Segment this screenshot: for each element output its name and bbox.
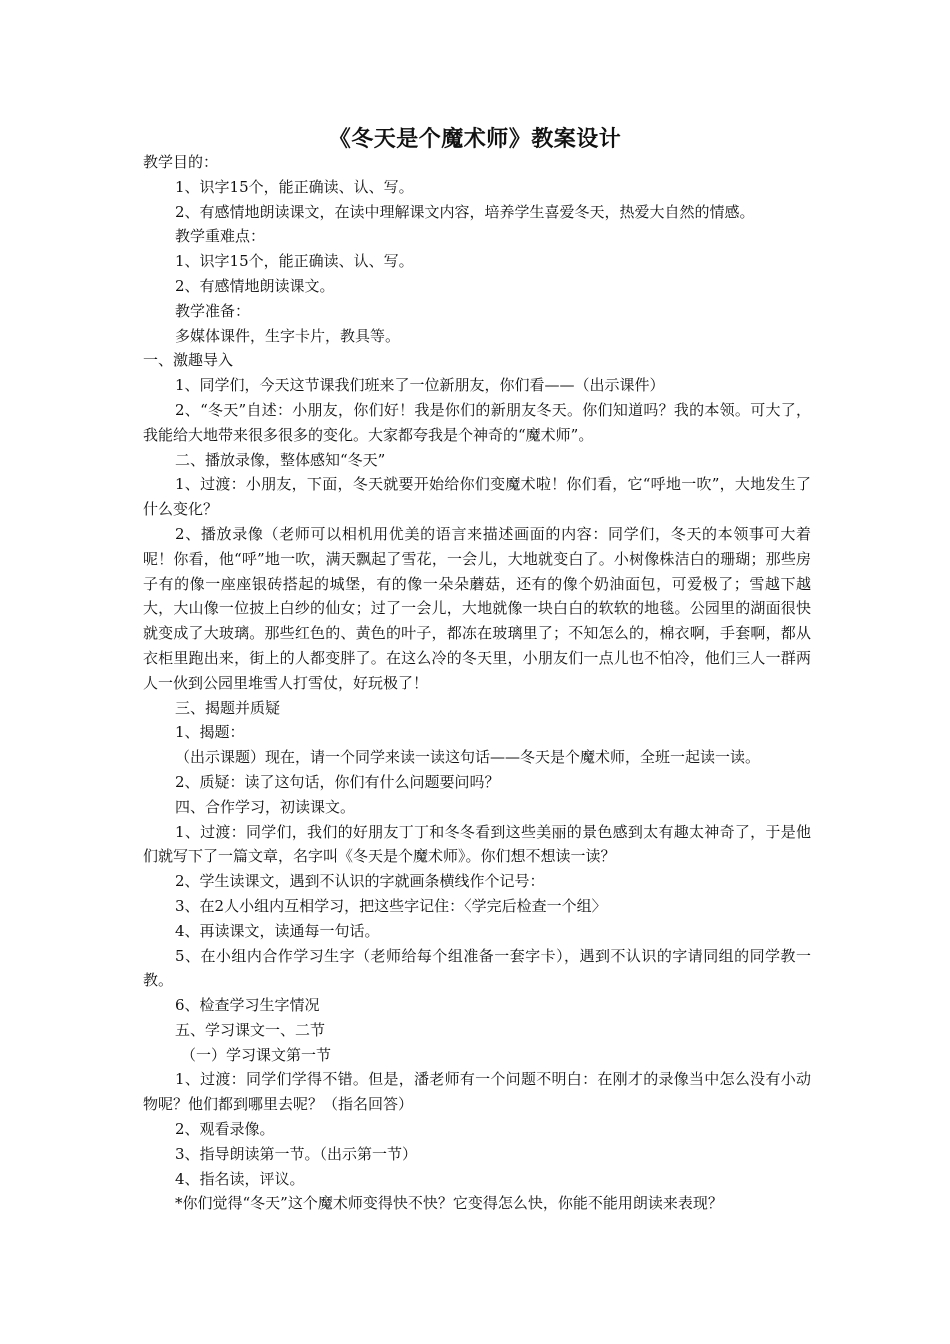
paragraph: 2、播放录像（老师可以相机用优美的语言来描述画面的内容：同学们，冬天的本领事可大着呢！你看，他“呼”地一吹，满天飘起了雪花，一会儿，大地就变白了。小树像株洁白的珊瑚；那些房子有的像一座座银砖搭起的城堡，有的像一朵朵蘑菇，还有的像个奶油面包，可爱极了；雪越下越大，大山像一位披上白纱的仙女；过了一会儿，大地就像一块白白的软软的地毯。公园里的湖面很快就变成了大玻璃。那些红色的、黄色的叶子，都冻在玻璃里了；不知怎么的，棉衣啊，手套啊，都从衣柜里跑出来，街上的人都变胖了。在这么冷的冬天里，小朋友们一点儿也不怕冷，他们三人一群两人一伙到公园里堆雪人打雪仗，好玩极了！ — [143, 524, 811, 692]
section-heading: 三、揭题并质疑 — [175, 698, 281, 717]
paragraph: 2、有感情地朗读课文，在读中理解课文内容，培养学生喜爱冬天，热爱大自然的情感。 — [175, 202, 755, 221]
paragraph: （出示课题）现在，请一个同学来读一读这句话——冬天是个魔术师，全班一起读一读。 — [175, 748, 761, 767]
section-heading: 二、播放录像，整体感知“冬天” — [175, 450, 386, 469]
paragraph: 教学准备： — [175, 301, 251, 320]
paragraph: 2、有感情地朗读课文。 — [175, 276, 335, 295]
section-heading: 一、激趣导入 — [143, 351, 234, 370]
paragraph: 4、指名读，评议。 — [175, 1169, 305, 1188]
paragraph: 1、过渡：同学们，我们的好朋友丁丁和冬冬看到这些美丽的景色感到太有趣太神奇了，于是他们就写下了一篇文章，名字叫《冬天是个魔术师》。你们想不想读一读？ — [143, 822, 811, 866]
paragraph: 2、“冬天”自述：小朋友，你们好！我是你们的新朋友冬天。你们知道吗？我的本领。可大了，我能给大地带来很多很多的变化。大家都夸我是个神奇的“魔术师”。 — [143, 400, 811, 444]
paragraph: *你们觉得“冬天”这个魔术师变得快不快？它变得怎么快，你能不能用朗读来表现？ — [175, 1194, 723, 1213]
paragraph: 4、再读课文，读通每一句话。 — [175, 921, 380, 940]
document-title: 《冬天是个魔术师》教案设计 — [328, 126, 622, 152]
paragraph: 3、在2人小组内互相学习，把这些字记住：〈学完后检查一个组〉 — [175, 896, 607, 915]
paragraph: 1、过渡：小朋友，下面，冬天就要开始给你们变魔术啦！你们看，它“呼地一吹”，大地发生了什么变化？ — [143, 475, 811, 519]
paragraph: 教学目的： — [143, 153, 219, 171]
paragraph: 3、指导朗读第一节。（出示第一节） — [175, 1144, 418, 1163]
paragraph: 1、过渡：同学们学得不错。但是，潘老师有一个问题不明白：在刚才的录像当中怎么没有小动物呢？他们都到哪里去呢？（指名回答） — [143, 1070, 811, 1114]
paragraph: 2、质疑：读了这句话，你们有什么问题要问吗？ — [175, 772, 500, 791]
paragraph: 教学重难点： — [175, 227, 266, 246]
paragraph: 1、识字15个，能正确读、认、写。 — [175, 252, 414, 271]
paragraph: 1、识字15个，能正确读、认、写。 — [175, 177, 414, 196]
paragraph: 2、学生读课文，遇到不认识的字就画条横线作个记号： — [175, 872, 545, 891]
paragraph: 1、同学们，今天这节课我们班来了一位新朋友，你们看——（出示课件） — [175, 376, 665, 395]
section-heading: 五、学习课文一、二节 — [175, 1020, 326, 1039]
paragraph: 5、在小组内合作学习生字（老师给每个组准备一套字卡），遇到不认识的字请同组的同学教一教。 — [143, 946, 811, 990]
subsection-heading: （一）学习课文第一节 — [181, 1045, 332, 1064]
paragraph: 2、观看录像。 — [175, 1120, 275, 1139]
paragraph: 多媒体课件，生字卡片，教具等。 — [175, 326, 401, 345]
document-body — [143, 150, 811, 1216]
paragraph: 1、揭题： — [175, 723, 245, 742]
paragraph: 6、检查学习生字情况 — [175, 996, 320, 1015]
section-heading: 四、合作学习，初读课文。 — [175, 797, 356, 816]
